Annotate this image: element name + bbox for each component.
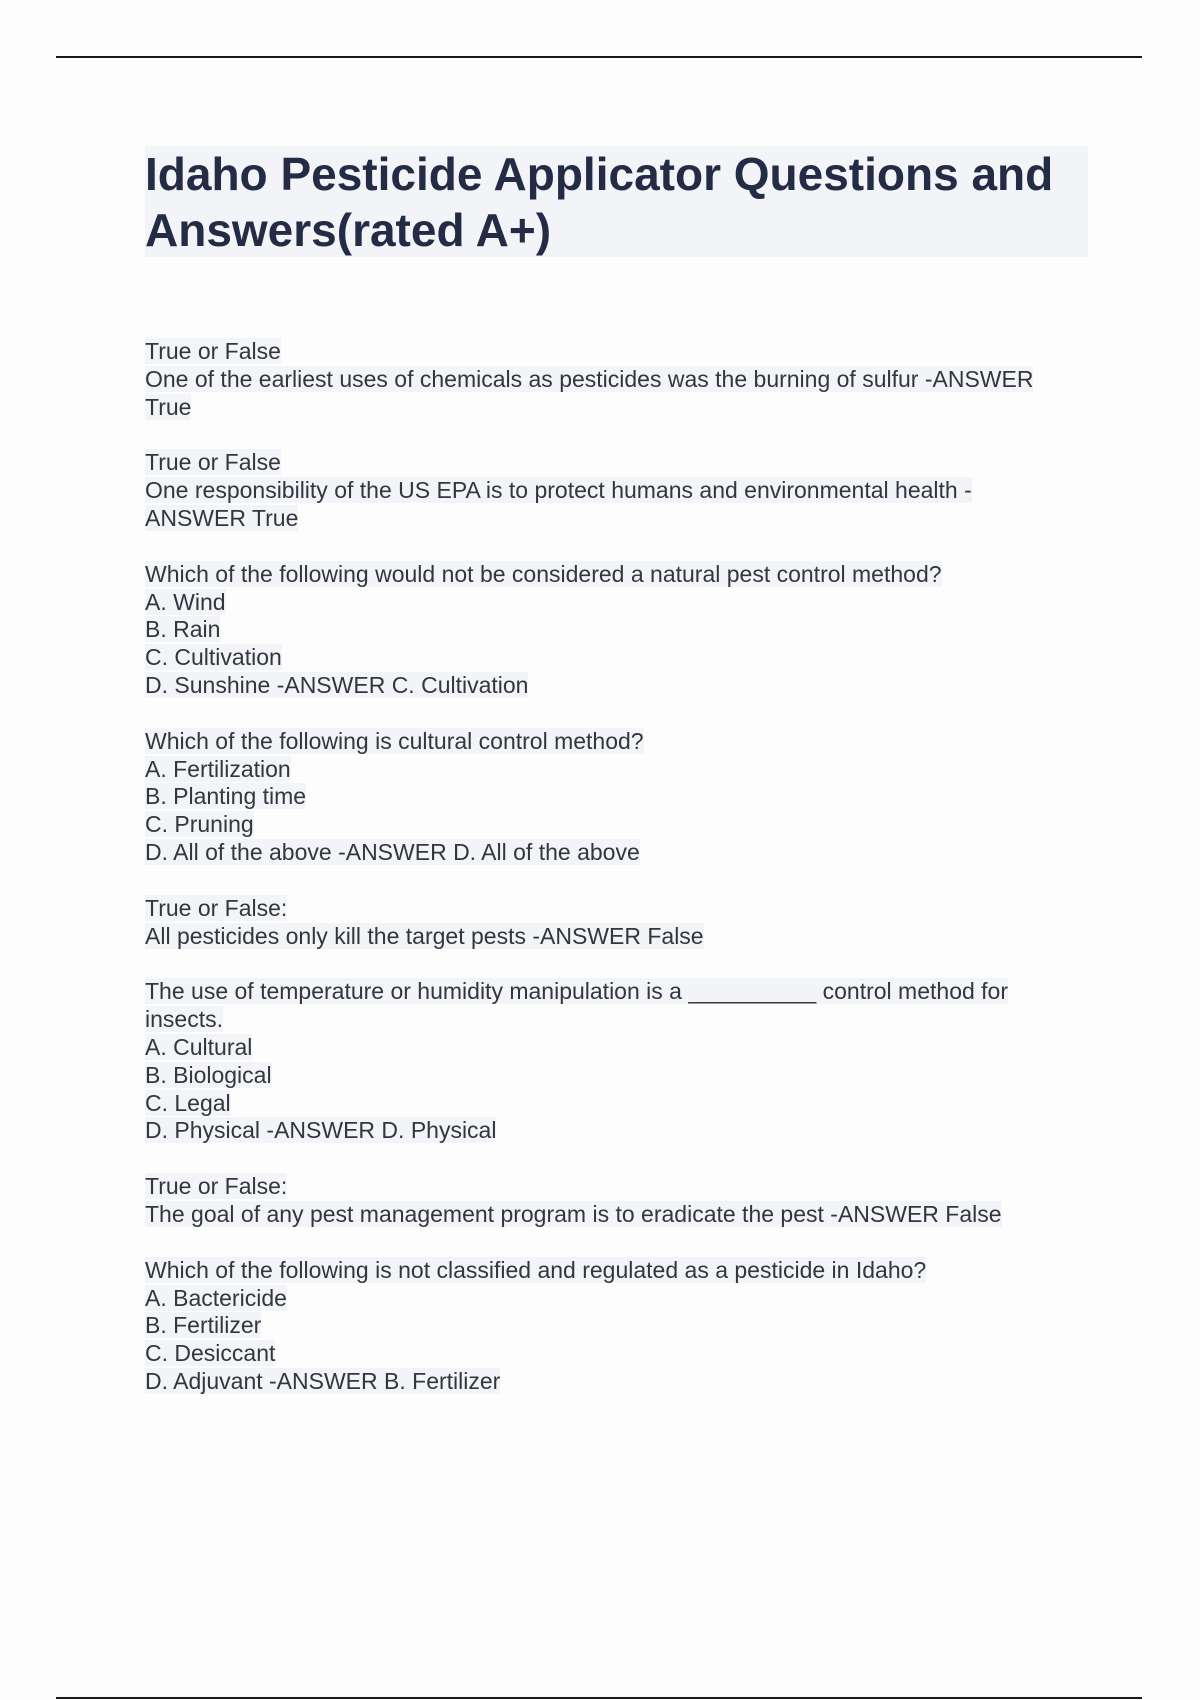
question-line: [145, 616, 1088, 644]
line-text: insects.: [145, 1006, 223, 1033]
footer-rule: [56, 1697, 1142, 1699]
line-text: B. Rain: [145, 616, 221, 643]
question-line: [145, 644, 1088, 672]
question-block: [145, 1257, 1088, 1396]
question-line: [145, 1062, 1088, 1090]
question-line: [145, 1034, 1088, 1062]
line-text: D. Sunshine -ANSWER C. Cultivation: [145, 671, 529, 698]
title-block: [145, 146, 1088, 257]
document-title: Idaho Pesticide Applicator Questions and Answers(rated A+): [145, 148, 1054, 256]
question-line: [145, 1201, 1088, 1229]
line-text: Which of the following would not be considered a natural pest control method?: [145, 560, 942, 587]
question-block: [145, 895, 1088, 951]
question-block: [145, 978, 1088, 1145]
question-line: [145, 505, 1088, 533]
line-text: D. Physical -ANSWER D. Physical: [145, 1117, 497, 1144]
line-text: True: [145, 393, 192, 420]
line-text: D. All of the above -ANSWER D. All of the above: [145, 838, 640, 865]
line-text: One of the earliest uses of chemicals as pesticides was the burning of sulfur -ANSWER: [145, 365, 1034, 392]
question-block: [145, 1173, 1088, 1229]
line-text: A. Wind: [145, 588, 226, 615]
header-rule: [56, 56, 1142, 58]
question-text: [145, 895, 1088, 923]
line-text: C. Legal: [145, 1089, 231, 1116]
question-text: [145, 561, 1088, 589]
line-text: ANSWER True: [145, 504, 299, 531]
line-text: True or False: [145, 449, 281, 476]
question-line: [145, 923, 1088, 951]
question-line: [145, 366, 1088, 394]
question-text: [145, 1257, 1088, 1285]
line-text: A. Fertilization: [145, 755, 291, 782]
line-text: A. Cultural: [145, 1033, 253, 1060]
question-line: [145, 1312, 1088, 1340]
line-text: The use of temperature or humidity manipulation is a __________ control method for: [145, 978, 1009, 1005]
question-line: [145, 756, 1088, 784]
line-text: True or False: [145, 338, 281, 364]
line-text: True or False:: [145, 894, 288, 921]
line-text: Which of the following is cultural control method?: [145, 727, 644, 754]
question-line: [145, 1368, 1088, 1396]
line-text: One responsibility of the US EPA is to protect humans and environmental health -: [145, 477, 972, 504]
line-text: B. Fertilizer: [145, 1312, 262, 1339]
line-text: B. Planting time: [145, 783, 307, 810]
question-line: [145, 589, 1088, 617]
line-text: C. Desiccant: [145, 1340, 276, 1367]
line-text: C. Cultivation: [145, 644, 282, 671]
line-text: C. Pruning: [145, 811, 254, 838]
question-line: [145, 783, 1088, 811]
question-line: [145, 1117, 1088, 1145]
question-block: [145, 728, 1088, 867]
question-text: [145, 728, 1088, 756]
question-block: [145, 449, 1088, 532]
question-block: [145, 561, 1088, 700]
line-text: D. Adjuvant -ANSWER B. Fertilizer: [145, 1367, 501, 1394]
line-text: Which of the following is not classified and regulated as a pesticide in Idaho?: [145, 1256, 927, 1283]
question-text: [145, 1173, 1088, 1201]
question-line: [145, 1006, 1088, 1034]
question-line: [145, 394, 1088, 422]
question-text: [145, 978, 1088, 1006]
line-text: All pesticides only kill the target pests -ANSWER False: [145, 922, 704, 949]
question-line: [145, 811, 1088, 839]
line-text: The goal of any pest management program is to eradicate the pest -ANSWER False: [145, 1200, 1002, 1227]
question-text: [145, 449, 1088, 477]
question-block: [145, 338, 1088, 421]
line-text: A. Bactericide: [145, 1284, 287, 1311]
question-line: [145, 477, 1088, 505]
question-line: [145, 672, 1088, 700]
question-line: [145, 839, 1088, 867]
question-line: [145, 1090, 1088, 1118]
line-text: True or False:: [145, 1173, 288, 1200]
line-text: B. Biological: [145, 1061, 272, 1088]
question-text: [145, 338, 1088, 366]
question-line: [145, 1340, 1088, 1368]
question-list: [145, 338, 1088, 1424]
question-line: [145, 1285, 1088, 1313]
